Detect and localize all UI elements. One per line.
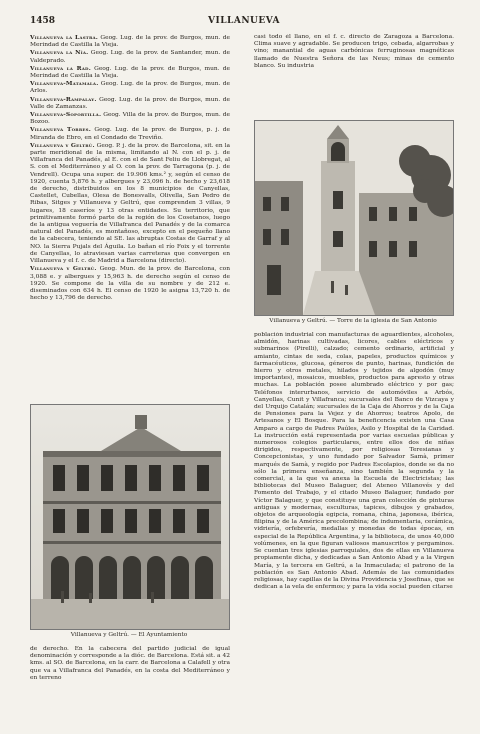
paragraph: población industrial con manufacturas de aguardientes, alcoholes, almidón, harinas cultivadas, licores, cables eléctricos y submarinos (Pirelli), calzado; cemento ordinario, artificial y amianto, cintas de seda, colas, papeles, productos químicos y farmacéuticos, glucosa, géneros de punto, harinas, fundición de hierro y otros metales, hilados y tejidos de algodón (muy importantes), mosaicos, muebles, productos para apresto y otras muchas. La población posee alumbrado eléctrico y por gas; Teléfonos interurbanos, servicio de automóviles a Arbós, Canyellas, Cunit y Villafranca; sucursales del Banco de Vizcaya y del Urquijo Catalán; sucursales de la Caja de Ahorros y de la Caja de Pensiones para la Vejez y de Ahorros; teatros Apolo, de Artesanos y El Bosque. Para la beneficencia existen una Casa Amparo a cargo de Padres Paúles, Asilo y Hospital de la Caridad. La instrucción está representada por varias escuelas públicas y numerosos colegios particulares, entre ellos dos de niñas dirigidos, respectivamente, por religiosas Teresianas y Concepcionistas, y uno fundado por Salvador Samà, primer marqués de Samà, y regido por Padres Escolapios, donde se da no sólo la primera enseñanza, sino también la segunda y la comercial, a la que va anexa la Escuela de Electricistas; las bibliotecas del Museo Balaguer, del Ateneo Villanovés y del Fomento del Trabajo, y el citado Museo Balaguer, fundado por Víctor Balaguer, y que constituye una gran colección de pinturas antiguas y modernas, esculturas, tapices, dibujos y grabados, objetos de arqueología egipcia, romana, china, japonesa, ibérica, filipina y de la América precolombina; de indumentaria, cerámica, vidriería, orfebrería, medallas y monedas de todas épocas, en especial de la República Argentina, y la biblioteca, de unos 40,000 volúmenes, en la que figuran valiosos manuscritos y pergaminos. Se cuentan tres iglesias parroquiales, dos de ellas en Villanueva propiamente dicha, y dedicadas a San Antonio Abad y a la Virgen María, y la tercera en Geltrú, a la Inmaculada; el patrono de la población es San Antonio Abad. Además de las comunidades religiosas, hay capillas de la Divina Providencia y Josefinas, que se dedican a la vela de enfermos; y para la vida social pueden citarse: [254, 332, 454, 591]
dictionary-entry: Villanueva la Nía. Geog. Lug. de la prov. de Santander, mun. de Valdeprado.: [30, 49, 230, 64]
left-column: [30, 34, 230, 734]
photo-caption: Villanueva y Geltrú. — El Ayuntamiento: [70, 632, 188, 638]
dictionary-entry: Villanueva Torres. Geog. Lug. de la prov. de Burgos, p. j. de Miranda de Ebro, en el Condado de Treviño.: [30, 126, 230, 141]
paragraph: de derecho. En la cabecera del partido judicial de igual denominación y corresponde a la dióc. de Barcelona. Está sit. a 42 kms. al SO. de Barcelona, en la carr. de Barcelona a Calafell y otra que va a Villafranca del Panadés, en la costa del Mediterráneo y en terreno: [30, 646, 230, 681]
dictionary-entry: Villanueva y Geltrú. Geog. P. j. de la prov. de Barcelona, sit. en la parte meridional de la misma, limitando al N. con el p. j. de Villafranca del Panadés, al E. con el de Sant Feliu de Llobregat, al S. con el Mediterráneo y al O. con la prov. de Tarragona (p. j. de Vendrell). Ocupa una super. de 19.906 kms.² y, según el censo de 1920, cuenta 5,876 h. y albergues y 23,096 h. de hecho y 23,618 de derecho, distribuidos en los 8 municipios de Canyellas, Castellet, Cubellas, Olesa de Bonesvalls, Olivella, San Pedro de Ribas, Sitges y Villanueva y Geltrú, que comprenden 3 villas, 9 lugares, 18 caseríos y 13 otras entidades. Su territorio, que primitivamente formó parte de la región de los Cosetanos, luego de la antigua veguería de Villafranca del Panadés y de la comarca natural del Panadés, es montañoso, excepto en el pequeño llano de la cabecera, teniendo al SE. las abruptas Costas de Garraf y al NO. la Sierra Pujals del Águila. Lo bañan el río Foix y el torrente de Canyellas, lo atraviesan varias carreteras que convergen en Villanueva y el f. c. de Madrid a Barcelona (directo).: [30, 141, 230, 265]
church-tower-photo: [254, 120, 454, 316]
left-bottom-text: [30, 646, 230, 734]
running-title: VILLANUEVA: [208, 16, 281, 26]
right-top-text: [254, 34, 454, 114]
dictionary-entry: Villanueva-Matamala. Geog. Lug. de la prov. de Burgos, mun. de Arlos.: [30, 80, 230, 95]
dictionary-entry: Villanueva y Geltrú. Geog. Mun. de la prov. de Barcelona, con 3,088 e. y albergues y 15,963 h. de derecho según el censo de 1920. Se compone de la villa de su nombre y de 212 e. diseminados con 634 h. El censo de 1920 le asigna 13,720 h. de hecho y 13,796 de derecho.: [30, 265, 230, 302]
dictionary-entry: Villanueva la Lastra. Geog. Lug. de la prov. de Burgos, mun. de Merindad de Castilla la Vieja.: [30, 34, 230, 49]
dictionary-entry: Villanueva-Rampalay. Geog. Lug. de la prov. de Burgos, mun. de Valle de Zamanzas.: [30, 95, 230, 110]
right-bottom-text: [254, 332, 454, 734]
ayuntamiento-photo: [30, 404, 230, 630]
dictionary-entry: Villanueva-Soportilla. Geog. Villa de la prov. de Burgos, mun. de Bozoo.: [30, 111, 230, 126]
paragraph: casi todo él llano, en el f. c. directo de Zaragoza a Barcelona. Clima suave y agradable. Se producen trigo, cebada, algarrobas y vino; manantial de aguas carbónicas ferruginosas magnéticas llamado de Nuestra Señora de las Neus; minas de cemento blanco. Su industria: [254, 34, 454, 69]
page-header: [30, 16, 455, 30]
right-column: [254, 34, 454, 734]
dictionary-entry: Villanueva la Rad. Geog. Lug. de la prov. de Burgos, mun. de Merindad de Castilla la Vieja.: [30, 64, 230, 80]
left-top-text: [30, 34, 230, 400]
page-number: 1458: [30, 16, 56, 26]
photo-caption: Villanueva y Geltrú. — Torre de la iglesia de San Antonio: [269, 318, 437, 324]
